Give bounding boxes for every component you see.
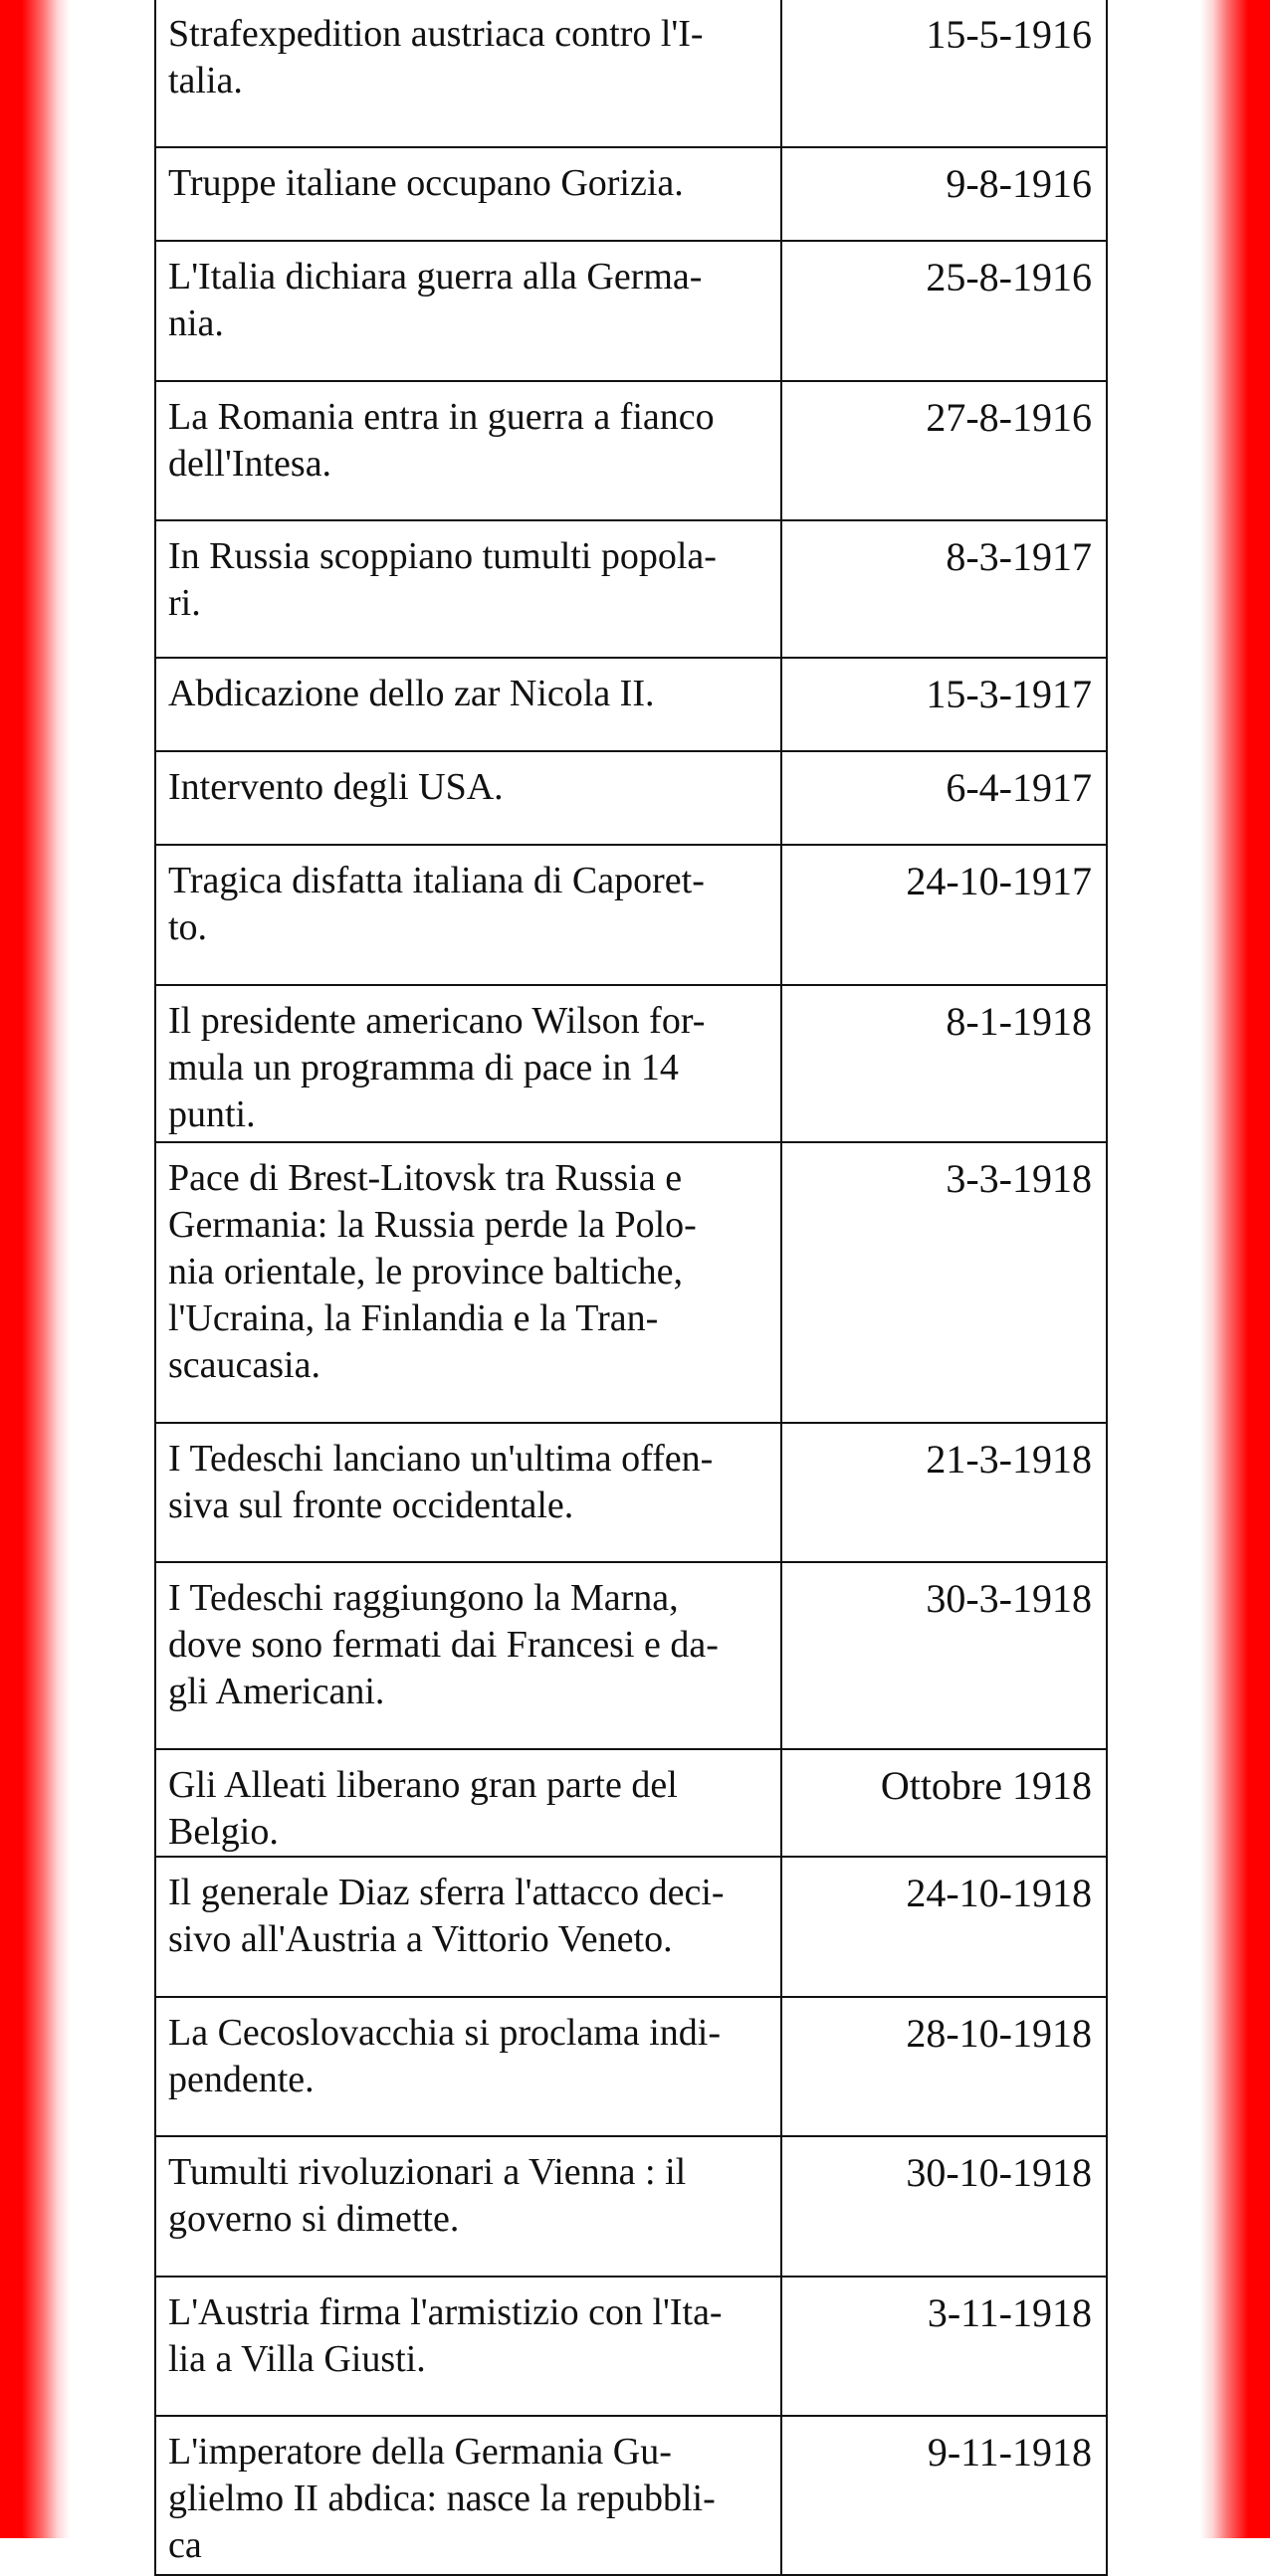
event-cell: Intervento degli USA. [155, 751, 781, 845]
table-row [155, 658, 1107, 751]
event-cell: Abdicazione dello zar Nicola II. [155, 658, 781, 751]
table-row [155, 1142, 1107, 1423]
event-cell: Il generale Diaz sferra l'attacco deci- sivo all'Austria a Vittorio Veneto. [155, 1857, 781, 1997]
event-cell: La Cecoslovacchia si proclama indi- pendente. [155, 1997, 781, 2136]
event-cell: Il presidente americano Wilson for- mula un programma di pace in 14 punti. [155, 985, 781, 1142]
date-cell: 15-5-1916 [781, 0, 1107, 147]
table-row [155, 2416, 1107, 2575]
table-row [155, 2136, 1107, 2277]
chronology-table-wrapper [154, 0, 1106, 2566]
right-red-border [1200, 0, 1270, 2538]
date-cell: 28-10-1918 [781, 1997, 1107, 2136]
date-cell: 27-8-1916 [781, 381, 1107, 520]
date-cell: Ottobre 1918 [781, 1749, 1107, 1857]
table-row [155, 1562, 1107, 1749]
event-cell: La Romania entra in guerra a fianco dell'Intesa. [155, 381, 781, 520]
date-cell: 24-10-1917 [781, 845, 1107, 985]
event-cell: L'imperatore della Germania Gu- glielmo II abdica: nasce la repubbli- ca [155, 2416, 781, 2575]
event-cell: Truppe italiane occupano Gorizia. [155, 147, 781, 241]
event-cell: L'Austria firma l'armistizio con l'Ita- lia a Villa Giusti. [155, 2277, 781, 2416]
date-cell: 6-4-1917 [781, 751, 1107, 845]
chronology-table [154, 0, 1108, 2576]
table-row [155, 2277, 1107, 2416]
date-cell: 30-10-1918 [781, 2136, 1107, 2277]
event-cell: Strafexpedition austriaca contro l'I- talia. [155, 0, 781, 147]
table-row [155, 381, 1107, 520]
date-cell: 30-3-1918 [781, 1562, 1107, 1749]
event-cell: I Tedeschi raggiungono la Marna, dove sono fermati dai Francesi e da- gli Americani. [155, 1562, 781, 1749]
event-cell: Gli Alleati liberano gran parte del Belgio. [155, 1749, 781, 1857]
date-cell: 3-11-1918 [781, 2277, 1107, 2416]
event-cell: In Russia scoppiano tumulti popola- ri. [155, 520, 781, 658]
date-cell: 25-8-1916 [781, 241, 1107, 381]
event-cell: L'Italia dichiara guerra alla Germa- nia. [155, 241, 781, 381]
table-row [155, 241, 1107, 381]
table-row [155, 985, 1107, 1142]
date-cell: 24-10-1918 [781, 1857, 1107, 1997]
table-row [155, 1857, 1107, 1997]
date-cell: 8-3-1917 [781, 520, 1107, 658]
event-cell: Tragica disfatta italiana di Caporet- to. [155, 845, 781, 985]
event-cell: I Tedeschi lanciano un'ultima offen- siva sul fronte occidentale. [155, 1423, 781, 1562]
date-cell: 9-11-1918 [781, 2416, 1107, 2575]
event-cell: Tumulti rivoluzionari a Vienna : il governo si dimette. [155, 2136, 781, 2277]
date-cell: 8-1-1918 [781, 985, 1107, 1142]
table-row [155, 1423, 1107, 1562]
date-cell: 3-3-1918 [781, 1142, 1107, 1423]
date-cell: 9-8-1916 [781, 147, 1107, 241]
event-cell: Pace di Brest-Litovsk tra Russia e Germania: la Russia perde la Polo- nia orientale, le province baltiche, l'Ucraina, la Finlandia e la Tran- scaucasia. [155, 1142, 781, 1423]
table-row [155, 1997, 1107, 2136]
table-row [155, 520, 1107, 658]
table-row [155, 845, 1107, 985]
left-red-border [0, 0, 70, 2538]
table-row [155, 1749, 1107, 1857]
date-cell: 15-3-1917 [781, 658, 1107, 751]
table-row [155, 147, 1107, 241]
date-cell: 21-3-1918 [781, 1423, 1107, 1562]
table-row [155, 0, 1107, 147]
table-row [155, 751, 1107, 845]
